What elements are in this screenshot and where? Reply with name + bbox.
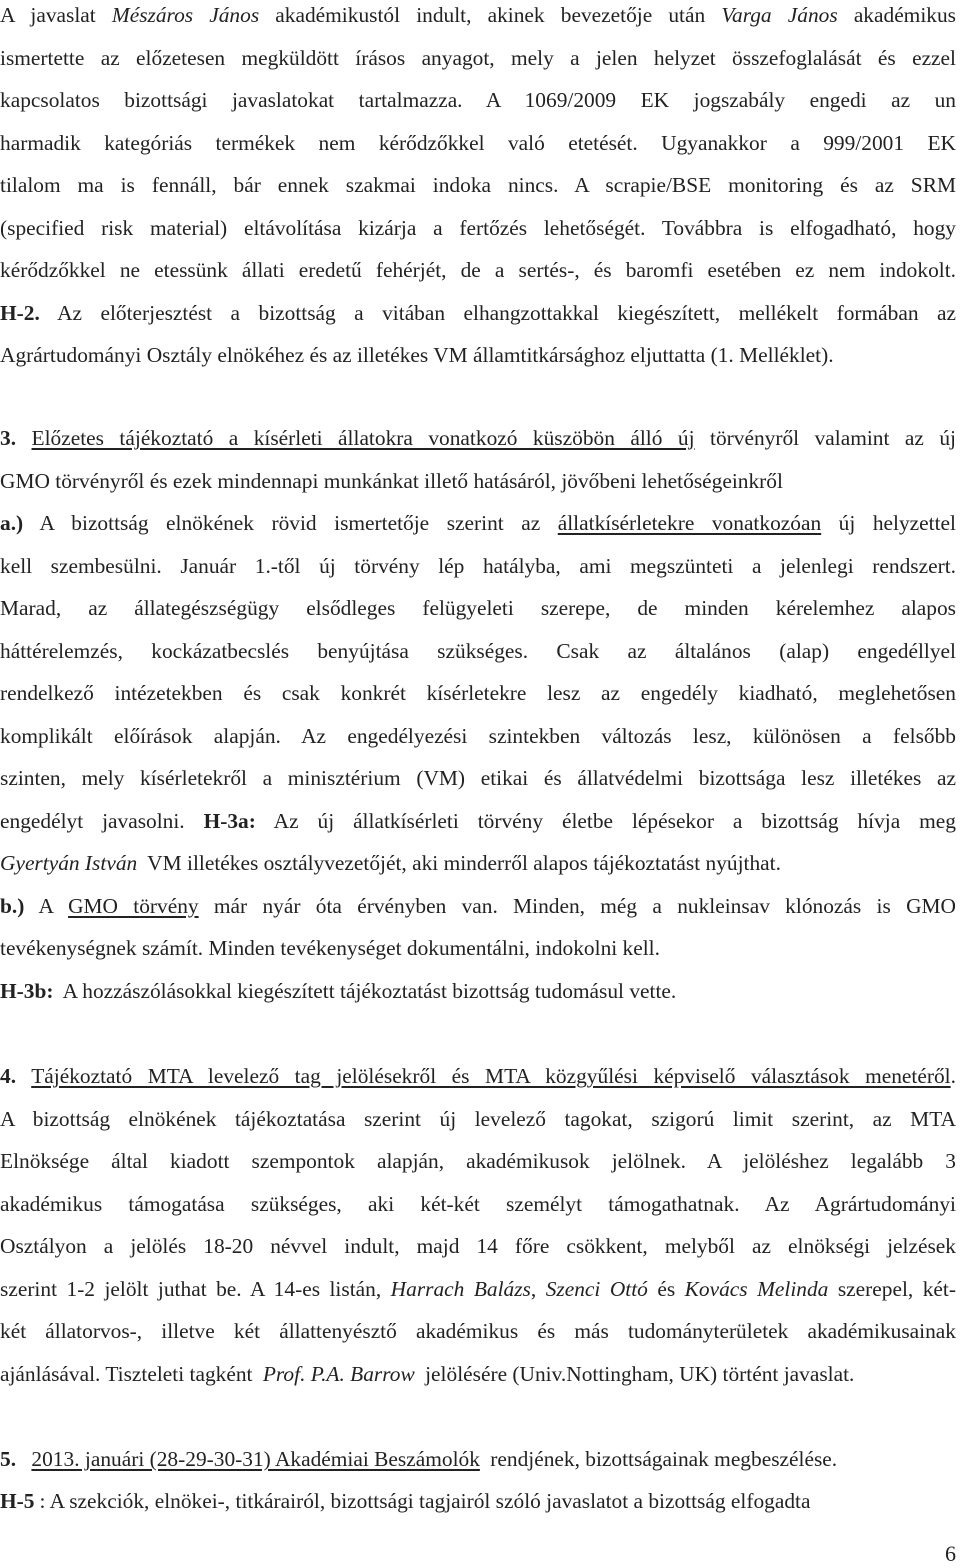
text-line <box>0 1480 956 1523</box>
heading-underlined: 2013. januári (28-29-30-31) Akadémiai Beszámolók <box>31 1447 480 1471</box>
text-line <box>0 1353 956 1396</box>
text-line <box>0 460 956 503</box>
person-name: Szenci Ottó <box>545 1277 648 1301</box>
person-name: Gyertyán István <box>0 851 138 875</box>
text-run: A <box>24 894 69 918</box>
text-run: A bizottság elnökének tájékoztatása szerint új levelező tagokat, szigorú limit szerint, az MTA <box>0 1107 956 1131</box>
text-run: Elnöksége által kiadott szempontok alapján, akadémikusok jelölnek. A jelöléshez legalább 3 <box>0 1149 956 1173</box>
text-run: rendjének, bizottságainak megbeszélése. <box>484 1447 838 1471</box>
text-run <box>16 426 31 450</box>
text-run: akadémikus támogatása szükséges, aki két-két személyt támogathatnak. Az Agrártudományi <box>0 1192 956 1216</box>
text-run: : A szekciók, elnökei-, titkárairól, bizottsági tagjairól szóló javaslatot a bizottság elfogadta <box>39 1489 811 1513</box>
text-line <box>0 1183 956 1226</box>
text-line <box>0 885 956 928</box>
text-run: A javaslat <box>0 3 112 27</box>
text-run: tilalom ma is fennáll, bár ennek szakmai indoka nincs. A scrapie/BSE monitoring és az SRM <box>0 173 956 197</box>
text-line <box>0 757 956 800</box>
text-run <box>21 1447 26 1471</box>
text-run: kell szembesülni. Január 1.-től új törvény lép hatályba, ami megszünteti a jelenlegi rendszert. <box>0 554 956 578</box>
text-run: szinten, mely kísérletekről a minisztérium (VM) etikai és állatvédelmi bizottsága lesz illetékes az <box>0 766 956 790</box>
decision-label: H-5 <box>0 1489 35 1513</box>
text-line <box>0 1140 956 1183</box>
underlined-text: GMO törvény <box>68 894 199 918</box>
text-run: Az új állatkísérleti törvény életbe lépésekor a bizottság hívja meg <box>255 809 956 833</box>
text-line <box>0 1310 956 1353</box>
text-line <box>0 502 956 545</box>
text-run: komplikált előírások alapján. Az engedélyezési szintekben változás lesz, különösen a felsőbb <box>0 724 956 748</box>
text-run: A hozzászólásokkal kiegészített tájékoztatást bizottság tudomásul vette. <box>58 979 677 1003</box>
text-run: ajánlásával. Tiszteleti tagként <box>0 1362 258 1386</box>
section-number: 3. <box>0 426 17 450</box>
text-run: tevékenységnek számít. Minden tevékenységet dokumentálni, indokolni kell. <box>0 936 660 960</box>
text-line <box>0 0 956 37</box>
section-heading <box>0 1438 956 1481</box>
text-run: már nyár óta érvényben van. Minden, még a nukleinsav klónozás is GMO <box>198 894 956 918</box>
text-run: háttérelemzés, kockázatbecslés benyújtása szükséges. Csak az általános (alap) engedéllyel <box>0 639 956 663</box>
text-line <box>0 292 956 335</box>
text-line <box>0 970 956 1013</box>
text-line <box>0 672 956 715</box>
text-run: (specified risk material) eltávolítása kizárja a fertőzés lehetőségét. Továbbra is elfogadható, hogy <box>0 216 956 240</box>
text-line <box>0 79 956 122</box>
text-line <box>0 249 956 292</box>
text-run: Agrártudományi Osztály elnökéhez és az illetékes VM államtitkársághoz eljuttatta (1. Melléklet). <box>0 343 834 367</box>
text-run: harmadik kategóriás termékek nem kérődzőkkel való etetését. Ugyanakkor a 999/2001 EK <box>0 131 956 155</box>
person-name: Harrach Balázs <box>390 1277 531 1301</box>
text-run: akadémikustól indult, akinek bevezetője után <box>259 3 722 27</box>
text-run: , <box>530 1277 546 1301</box>
text-line <box>0 800 956 843</box>
text-run <box>16 1064 31 1088</box>
text-line <box>0 122 956 165</box>
heading-underlined: Tájékoztató MTA levelező tag jelölésekről és MTA közgyűlési képviselő választások menetéről <box>31 1064 951 1088</box>
text-run: GMO törvényről és ezek mindennapi munkánkat illető hatásáról, jövőbeni lehetőségeinkről <box>0 469 783 493</box>
text-run: rendelkező intézetekben és csak konkrét kísérletekre lesz az engedély kiadható, meglehetősen <box>0 681 956 705</box>
text-run: kapcsolatos bizottsági javaslatokat tartalmazza. A 1069/2009 EK jogszabály engedi az un <box>0 88 956 112</box>
text-run: törvényről valamint az új <box>694 426 956 450</box>
text-run: két állatorvos-, illetve két állattenyésztő akadémikus és más tudományterületek akadémikusainak <box>0 1319 956 1343</box>
decision-label: H-2. <box>0 301 40 325</box>
text-run: Marad, az állategészségügy elsődleges felügyeleti szerepe, de minden kérelemhez alapos <box>0 596 956 620</box>
text-line <box>0 927 956 970</box>
text-line <box>0 164 956 207</box>
person-name: Varga János <box>721 3 838 27</box>
text-run: szerepel, két- <box>828 1277 956 1301</box>
page-number: 6 <box>945 1541 956 1566</box>
subsection-label: a.) <box>0 511 24 535</box>
text-line <box>0 842 956 885</box>
text-line <box>0 1268 956 1311</box>
text-line <box>0 334 956 377</box>
text-run: akadémikus <box>837 3 956 27</box>
text-run: és <box>647 1277 685 1301</box>
text-run: engedélyt javasolni. <box>0 809 204 833</box>
person-name: Prof. P.A. Barrow <box>262 1362 415 1386</box>
section-number: 4. <box>0 1064 17 1088</box>
text-line <box>0 37 956 80</box>
text-run: kérődzőkkel ne etessünk állati eredetű fehérjét, de a sertés-, és baromfi esetében ez nem indokolt. <box>0 258 956 282</box>
decision-label: H-3b: <box>0 979 54 1003</box>
section-heading <box>0 417 956 460</box>
text-run: jelölésére (Univ.Nottingham, UK) történt javaslat. <box>419 1362 855 1386</box>
text-run: új helyzettel <box>821 511 956 535</box>
text-run: ismertette az előzetesen megküldött írásos anyagot, mely a jelen helyzet összefoglalását és ezzel <box>0 46 956 70</box>
text-line <box>0 587 956 630</box>
text-line <box>0 1098 956 1141</box>
subsection-label: b.) <box>0 894 25 918</box>
text-line <box>0 545 956 588</box>
text-line <box>0 715 956 758</box>
heading-underlined: Előzetes tájékoztató a kísérleti állatokra vonatkozó küszöbön álló új <box>31 426 695 450</box>
underlined-text: állatkísérletekre vonatkozóan <box>557 511 822 535</box>
person-name: Mészáros János <box>111 3 260 27</box>
person-name: Kovács Melinda <box>684 1277 829 1301</box>
section-heading <box>0 1055 956 1098</box>
text-run: Osztályon a jelölés 18-20 névvel indult, majd 14 főre csökkent, melyből az elnökségi jelzések <box>0 1234 956 1258</box>
text-run: . <box>950 1064 956 1088</box>
text-line <box>0 1225 956 1268</box>
text-run: Az előterjesztést a bizottság a vitában elhangzottakkal kiegészített, mellékelt formában az <box>39 301 956 325</box>
text-line <box>0 630 956 673</box>
text-run: A bizottság elnökének rövid ismertetője szerint az <box>23 511 558 535</box>
text-run: szerint 1-2 jelölt juthat be. A 14-es listán, <box>0 1277 391 1301</box>
text-run: VM illetékes osztályvezetőjét, aki minderről alapos tájékoztatást nyújthat. <box>142 851 781 875</box>
decision-label: H-3a: <box>203 809 256 833</box>
text-line <box>0 207 956 250</box>
section-number: 5. <box>0 1447 17 1471</box>
